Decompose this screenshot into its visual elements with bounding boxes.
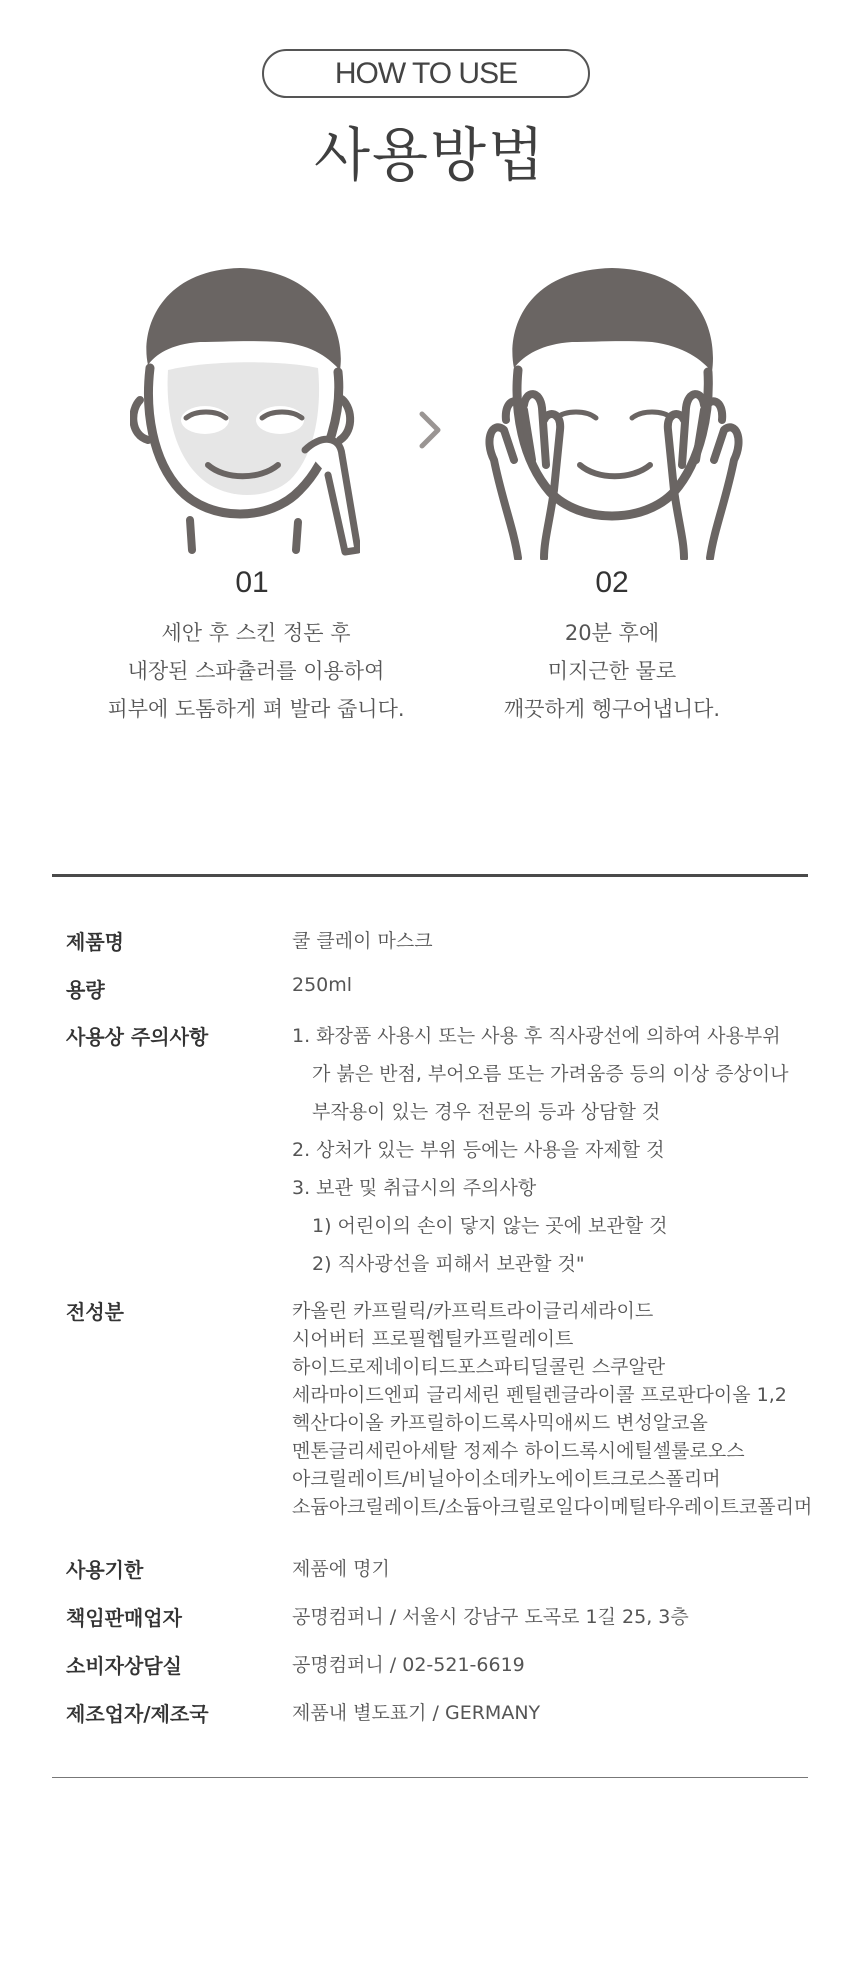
seller-value: 공명컴퍼니 / 서울시 강남구 도곡로 1길 25, 3층 — [292, 1606, 689, 1628]
step-1-line-1: 세안 후 스킨 정돈 후 — [161, 621, 351, 645]
caution-line: 부작용이 있는 경우 전문의 등과 상담할 것 — [312, 1101, 661, 1123]
ingredient-line: 멘톤글리세린아세탈 정제수 하이드록시에틸셀룰로오스 — [292, 1440, 745, 1462]
divider-bottom — [52, 1777, 808, 1778]
step-2-line-2: 미지근한 물로 — [547, 659, 677, 683]
ingredient-line: 세라마이드엔피 글리세린 펜틸렌글라이콜 프로판다이올 1,2 — [292, 1384, 787, 1406]
ingredients-label: 전성분 — [66, 1300, 124, 1324]
ingredient-line: 하이드로제네이티드포스파티딜콜린 스쿠알란 — [292, 1356, 666, 1378]
consumer-center-value: 공명컴퍼니 / 02-521-6619 — [292, 1654, 525, 1676]
expiry-label: 사용기한 — [66, 1558, 144, 1582]
product-name-label: 제품명 — [66, 930, 124, 954]
caution-line: 1. 화장품 사용시 또는 사용 후 직사광선에 의하여 사용부위 — [292, 1025, 781, 1047]
step-2-line-1: 20분 후에 — [564, 621, 660, 645]
step-2-description — [442, 614, 782, 728]
face-rinse-hands-icon — [484, 260, 744, 560]
caution-line: 2. 상처가 있는 부위 등에는 사용을 자제할 것 — [292, 1139, 665, 1161]
step-1-line-2: 내장된 스파츌러를 이용하여 — [127, 659, 385, 683]
caution-line: 1) 어린이의 손이 닿지 않는 곳에 보관할 것 — [312, 1215, 668, 1237]
face-mask-spatula-icon — [130, 260, 360, 560]
ingredient-line: 카올린 카프릴릭/카프릭트라이글리세라이드 — [292, 1300, 654, 1322]
product-name-value: 쿨 클레이 마스크 — [292, 930, 433, 952]
ingredient-line: 헥산다이올 카프릴하이드록사믹애씨드 변성알코올 — [292, 1412, 708, 1434]
seller-label: 책임판매업자 — [66, 1606, 182, 1630]
ingredient-line: 아크릴레이트/비닐아이소데카노에이트크로스폴리머 — [292, 1468, 721, 1490]
expiry-value: 제품에 명기 — [292, 1558, 390, 1580]
ingredient-line: 시어버터 프로필헵틸카프릴레이트 — [292, 1328, 574, 1350]
consumer-center-label: 소비자상담실 — [66, 1654, 182, 1678]
cautions-label: 사용상 주의사항 — [66, 1025, 209, 1049]
step-2-number: 02 — [595, 566, 629, 599]
manufacturer-label: 제조업자/제조국 — [66, 1702, 209, 1726]
step-1-description — [86, 614, 426, 728]
how-to-use-badge: HOW TO USE — [262, 49, 590, 98]
caution-line: 3. 보관 및 취급시의 주의사항 — [292, 1177, 537, 1199]
step-2-line-3: 깨끗하게 헹구어냅니다. — [503, 697, 721, 721]
volume-value: 250ml — [292, 974, 353, 996]
ingredient-line: 소듐아크릴레이트/소듐아크릴로일다이메틸타우레이트코폴리머 — [292, 1496, 813, 1518]
volume-label: 용량 — [66, 978, 105, 1002]
step-1-number: 01 — [235, 566, 269, 599]
caution-line: 가 붉은 반점, 부어오름 또는 가려움증 등의 이상 증상이나 — [312, 1063, 789, 1085]
divider-top — [52, 874, 808, 877]
manufacturer-value: 제품내 별도표기 / GERMANY — [292, 1702, 541, 1724]
caution-line: 2) 직사광선을 피해서 보관할 것" — [312, 1253, 585, 1275]
step-1-line-3: 피부에 도톰하게 펴 발라 줍니다. — [107, 697, 405, 721]
chevron-right-icon — [418, 410, 442, 450]
page-title: 사용방법 — [313, 121, 547, 189]
